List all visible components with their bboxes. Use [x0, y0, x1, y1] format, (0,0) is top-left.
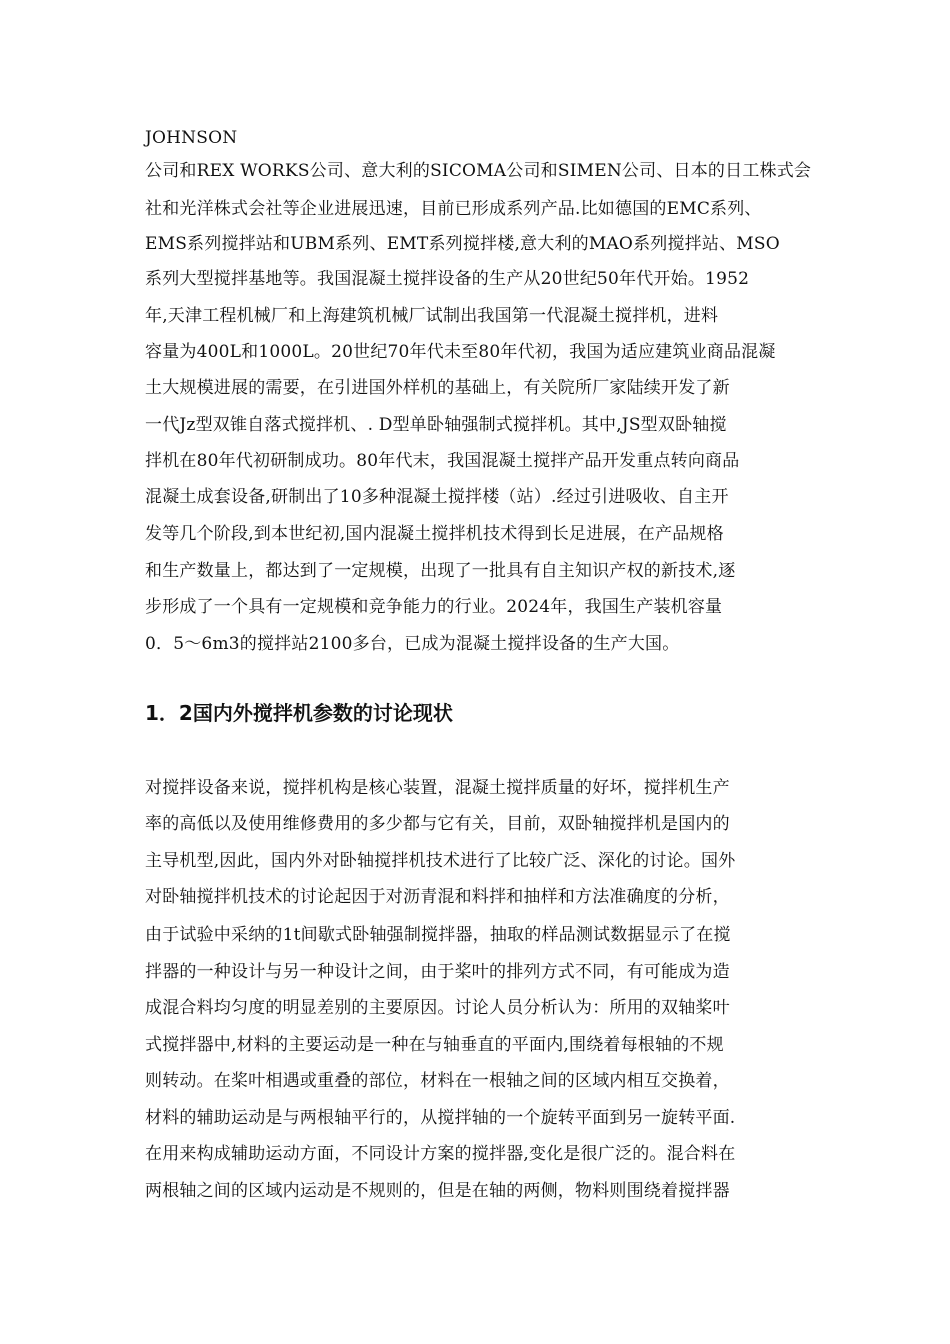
text-line: 拌机在80年代初研制成功。80年代末，我国混凝土搅拌产品开发重点转向商品 [145, 451, 740, 471]
text-line: 混凝土成套设备,研制出了10多种混凝土搅拌楼（站）.经过引进吸收、自主开 [145, 487, 729, 507]
text-line: 系列大型搅拌基地等。我国混凝土搅拌设备的生产从20世纪50年代开始。1952 [145, 269, 750, 289]
text-line: 公司和REX WORKS公司、意大利的SICOMA公司和SIMEN公司、日本的日工株式会 [145, 161, 812, 181]
text-line: 则转动。在桨叶相遇或重叠的部位，材料在一根轴之间的区域内相互交换着， [145, 1071, 730, 1091]
text-line: 土大规模进展的需要，在引进国外样机的基础上，有关院所厂家陆续开发了新 [145, 378, 730, 398]
text-line: 年,天津工程机械厂和上海建筑机械厂试制出我国第一代混凝土搅拌机，进料 [145, 306, 719, 326]
text-line: 容量为400L和1000L。20世纪70年代未至80年代初，我国为适应建筑业商品混凝 [145, 342, 776, 362]
text-line: JOHNSON [145, 128, 238, 148]
text-line: 步形成了一个具有一定规模和竞争能力的行业。2024年，我国生产装机容量 [145, 597, 723, 617]
text-line: 0．5～6m3的搅拌站2100多台，已成为混凝土搅拌设备的生产大国。 [145, 634, 680, 654]
text-line: 由于试验中采纳的1t间歇式卧轴强制搅拌器，抽取的样品测试数据显示了在搅 [145, 925, 731, 945]
text-line: 一代Jz型双锥自落式搅拌机、. D型单卧轴强制式搅拌机。其中,JS型双卧轴搅 [145, 415, 727, 435]
text-line: 主导机型,因此，国内外对卧轴搅拌机技术进行了比较广泛、深化的讨论。国外 [145, 851, 736, 871]
text-line: 率的高低以及使用维修费用的多少都与它有关，目前，双卧轴搅拌机是国内的 [145, 814, 730, 834]
text-line: 材料的辅助运动是与两根轴平行的，从搅拌轴的一个旋转平面到另一旋转平面. [145, 1108, 736, 1128]
text-line: 发等几个阶段,到本世纪初,国内混凝土搅拌机技术得到长足进展，在产品规格 [145, 524, 724, 544]
text-line: 社和光洋株式会社等企业进展迅速，目前已形成系列产品.比如德国的EMC系列、 [145, 199, 762, 219]
text-line: 式搅拌器中,材料的主要运动是一种在与轴垂直的平面内,围绕着每根轴的不规 [145, 1035, 724, 1055]
text-line: 在用来构成辅助运动方面，不同设计方案的搅拌器,变化是很广泛的。混合料在 [145, 1144, 736, 1164]
text-line: EMS系列搅拌站和UBM系列、EMT系列搅拌楼,意大利的MAO系列搅拌站、MSO [145, 234, 780, 254]
text-line: 成混合料均匀度的明显差别的主要原因。讨论人员分析认为：所用的双轴桨叶 [145, 998, 730, 1018]
section-heading: 1．2国内外搅拌机参数的讨论现状 [145, 701, 453, 725]
text-line: 和生产数量上，都达到了一定规模，出现了一批具有自主知识产权的新技术,逐 [145, 561, 736, 581]
text-line: 拌器的一种设计与另一种设计之间，由于桨叶的排列方式不同，有可能成为造 [145, 962, 730, 982]
text-line: 两根轴之间的区域内运动是不规则的，但是在轴的两侧，物料则围绕着搅拌器 [145, 1181, 730, 1201]
text-line: 对卧轴搅拌机技术的讨论起因于对沥青混和料拌和抽样和方法准确度的分析， [145, 887, 730, 907]
text-line: 对搅拌设备来说，搅拌机构是核心装置，混凝土搅拌质量的好坏，搅拌机生产 [145, 778, 730, 798]
